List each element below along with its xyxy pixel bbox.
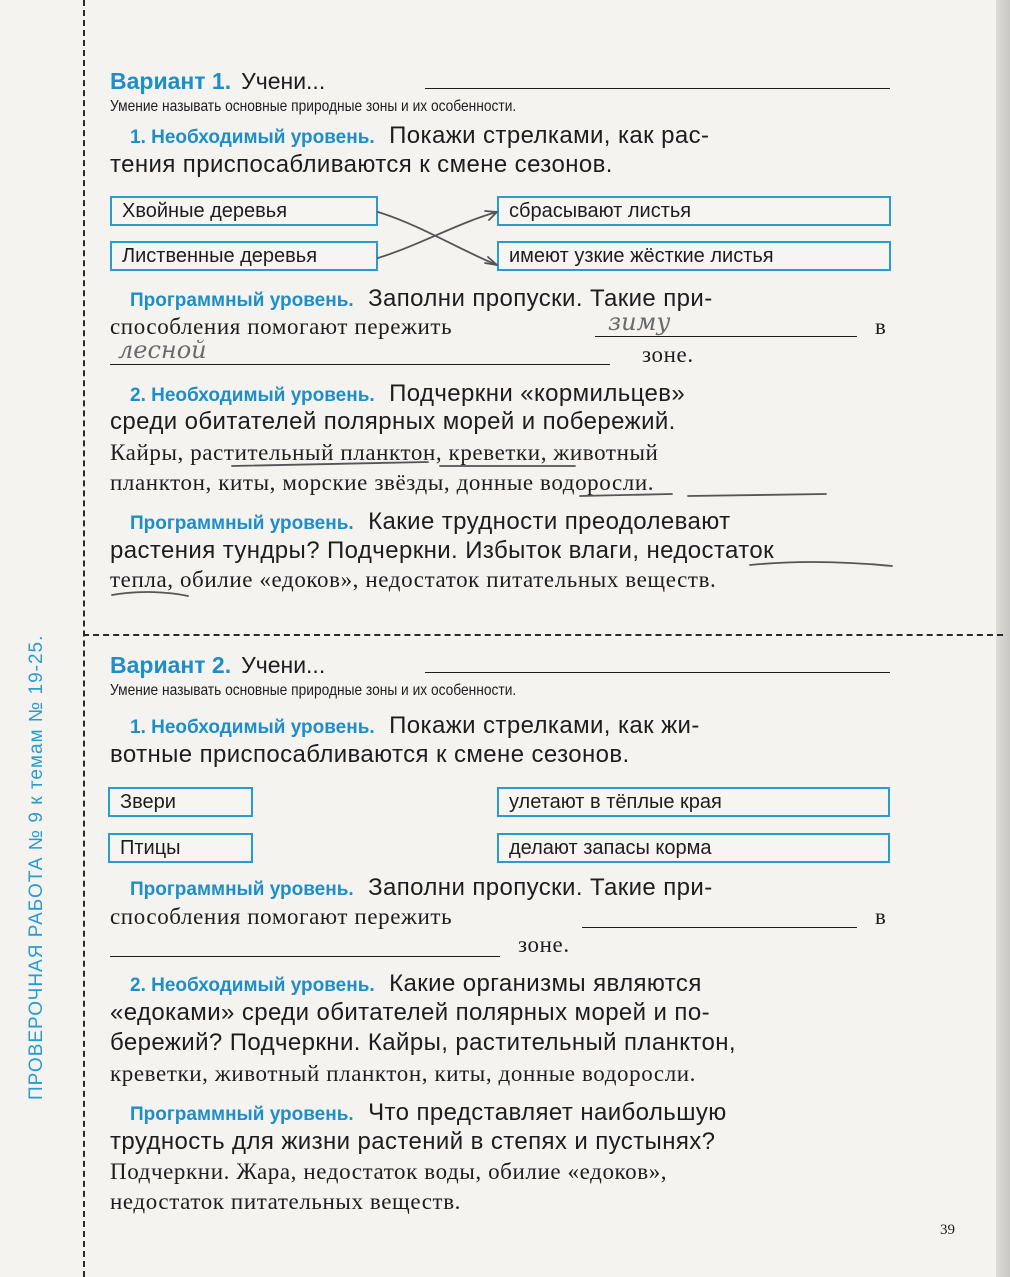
match-box-right[interactable]: делают запасы корма [497,833,890,863]
skill-description: Умение называть основные природные зоны и их особенности. [110,682,517,699]
match-box-right[interactable]: сбрасывают листья [497,196,891,226]
underline-mark [750,562,892,566]
level-label: 1. Необходимый уровень. [130,717,375,738]
task-text: зоне. [642,342,694,367]
task-text: «едоками» среди обитателей полярных морей и по- [110,999,710,1026]
variant-2-header [110,652,325,679]
task-text: Какие трудности преодолевают [368,508,731,535]
underline-mark [112,592,188,596]
task-text: способления помогают пережить [110,904,453,929]
task-text: трудность для жизни растений в степях и пустынях? [110,1128,716,1155]
match-box-right[interactable]: улетают в тёплые края [497,787,890,817]
task-text: вотные приспосабливаются к смене сезонов. [110,741,630,768]
task-text: Что представляет наибольшую [368,1099,727,1126]
variant-2-title: Вариант 2. [110,652,232,678]
answer-blank[interactable] [110,956,500,957]
level-label: Программный уровень. [130,879,354,900]
page-number: 39 [940,1222,955,1238]
task-text: Какие организмы являются [389,970,702,997]
task-text: Кайры, растительный планктон, креветки, животный [110,440,659,465]
match-box-left[interactable]: Хвойные деревья [110,196,378,226]
task-text: тепла, обилие «едоков», недостаток питательных веществ. [110,567,717,592]
match-box-left[interactable]: Звери [108,787,253,817]
task-text: Подчеркни. Жара, недостаток воды, обилие «едоков», [110,1159,668,1184]
student-label: Учени... [241,68,326,94]
side-title: ПРОВЕРОЧНАЯ РАБОТА № 9 к темам № 19-25. [26,634,47,1100]
task-text: Покажи стрелками, как жи- [389,712,700,739]
student-label: Учени... [241,652,326,678]
task-2-heading [130,970,702,998]
underline-mark [688,494,826,496]
skill-description: Умение называть основные природные зоны и их особенности. [110,98,517,115]
match-arrow [378,212,497,265]
task-text: тения приспосабливаются к смене сезонов. [110,151,613,178]
task-text: Покажи стрелками, как рас- [389,122,710,149]
task-text: креветки, животный планктон, киты, донные водоросли. [110,1061,697,1086]
program-level-2 [130,1099,727,1127]
task-text: в [875,314,887,339]
student-name-field[interactable] [425,672,890,673]
match-box-left[interactable]: Птицы [108,833,253,863]
task-text: бережий? Подчеркни. Кайры, растительный планктон, [110,1029,736,1056]
match-box-right[interactable]: имеют узкие жёсткие листья [497,241,891,271]
level-label: 2. Необходимый уровень. [130,385,375,406]
handwritten-answer: лесной [118,336,207,364]
task-text: среди обитателей полярных морей и побережий. [110,408,676,435]
level-label: Программный уровень. [130,513,354,534]
task-1-heading [130,712,700,740]
task-text: растения тундры? Подчеркни. Избыток влаги, недостаток [110,537,774,564]
underline-mark [580,494,672,496]
match-box-left[interactable]: Лиственные деревья [110,241,378,271]
level-label: Программный уровень. [130,290,354,311]
task-text: Заполни пропуски. Такие при- [368,285,713,312]
level-label: 2. Необходимый уровень. [130,975,375,996]
task-text: способления помогают пережить [110,314,453,339]
underline-mark [232,462,428,466]
task-text: Заполни пропуски. Такие при- [368,874,713,901]
answer-blank[interactable] [582,927,857,928]
handwritten-answer: зиму [608,308,671,336]
level-label: 1. Необходимый уровень. [130,127,375,148]
task-text: недостаток питательных веществ. [110,1189,462,1214]
task-text: планктон, киты, морские звёзды, донные водоросли. [110,470,655,495]
variant-1-title: Вариант 1. [110,68,232,94]
task-text: Подчеркни «кормильцев» [389,380,686,407]
task-text: в [875,904,887,929]
task-text: зоне. [518,932,570,957]
level-label: Программный уровень. [130,1104,354,1125]
program-level-1 [130,874,713,902]
